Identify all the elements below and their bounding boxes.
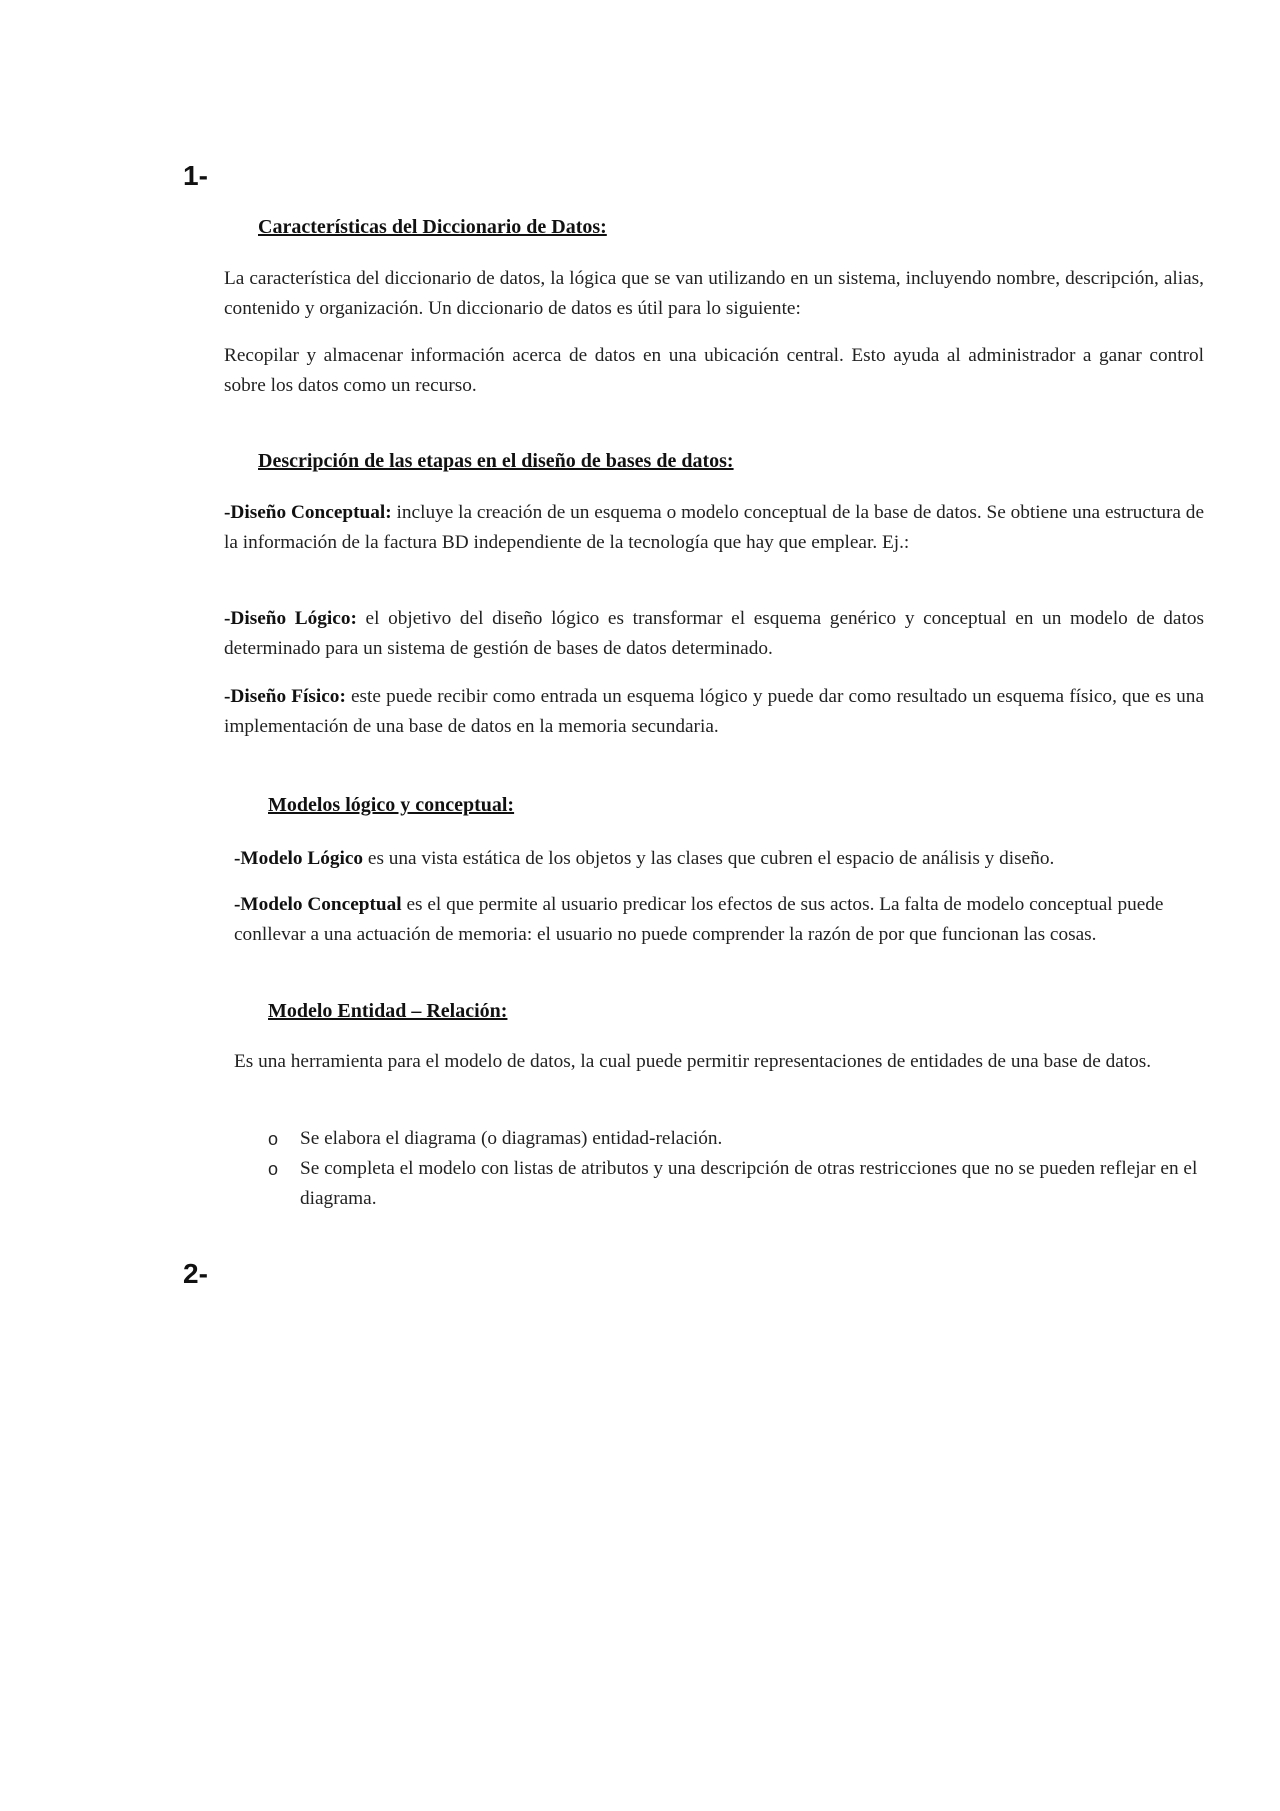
paragraph-modelo-conceptual [234,890,1184,950]
paragraph-entidad-relacion: Es una herramienta para el modelo de datos, la cual puede permitir representaciones de entidades de una base de datos. [234,1051,1152,1072]
list-item [268,1154,1198,1214]
heading-diccionario: Características del Diccionario de Datos: [258,216,607,238]
text-diseno-conceptual: incluye la creación de un esquema o modelo conceptual de la base de datos. Se obtiene una estructura de la información de la factura BD independiente de la tecnología que hay que emplear. Ej.: [224,502,1205,553]
text-modelo-logico: es una vista estática de los objetos y las clases que cubren el espacio de análisis y diseño. [363,848,1055,869]
label-diseno-conceptual: -Diseño Conceptual: [224,502,392,523]
heading-etapas: Descripción de las etapas en el diseño de bases de datos: [258,450,734,472]
paragraph-diseno-logico [224,604,1204,664]
label-diseno-logico: -Diseño Lógico: [224,608,357,629]
list-item-text: Se elabora el diagrama (o diagramas) entidad-relación. [300,1128,723,1149]
list-item-text: Se completa el modelo con listas de atributos y una descripción de otras restricciones que no se pueden reflejar en el diagrama. [300,1158,1198,1209]
paragraph-diseno-conceptual [224,498,1204,558]
paragraph-diseno-fisico [224,682,1204,742]
section-number-1: 1- [183,160,208,191]
paragraph-modelo-logico [234,844,1204,874]
bullet-list-entidad [268,1124,1198,1214]
heading-modelos: Modelos lógico y conceptual: [268,794,515,816]
bullet-marker: o [268,1159,279,1179]
text-diseno-fisico: este puede recibir como entrada un esquema lógico y puede dar como resultado un esquema físico, que es una implementación de una base de datos en la memoria secundaria. [224,686,1205,737]
text-diseno-logico: el objetivo del diseño lógico es transformar el esquema genérico y conceptual en un modelo de datos determinado para un sistema de gestión de bases de datos determinado. [224,608,1204,659]
paragraph-diccionario-1: La característica del diccionario de datos, la lógica que se van utilizando en un sistema, incluyendo nombre, descripción, alias, contenido y organización. Un diccionario de datos es útil para lo siguiente: [224,268,1204,319]
paragraph-diccionario-2: Recopilar y almacenar información acerca de datos en una ubicación central. Esto ayuda al administrador a ganar control sobre los datos como un recurso. [224,345,1204,396]
label-diseno-fisico: -Diseño Físico: [224,686,346,707]
text-modelo-conceptual: es el que permite al usuario predicar los efectos de sus actos. La falta de modelo conceptual puede conllevar a una actuación de memoria: el usuario no puede comprender la razón de por que funcionan las cosas. [234,894,1164,945]
label-modelo-logico: -Modelo Lógico [234,848,364,869]
label-modelo-conceptual: -Modelo Conceptual [234,894,402,915]
heading-entidad-relacion: Modelo Entidad – Relación: [268,1000,508,1022]
bullet-marker: o [268,1129,279,1149]
list-item [268,1124,1198,1154]
section-number-2: 2- [183,1258,208,1289]
